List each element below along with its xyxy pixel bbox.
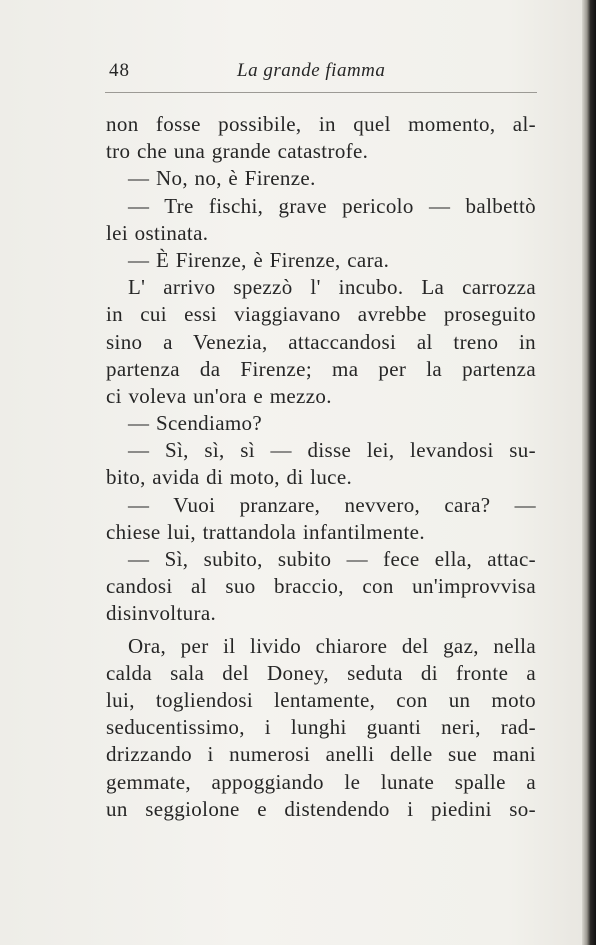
running-title: La grande fiamma [237,60,386,81]
text-line: disinvoltura. [106,601,217,626]
text-line: — No, no, è Firenze. [128,166,316,191]
text-line: — Sì, sì, sì — disse lei, levandosi su- [128,438,536,463]
text-line: Ora, per il livido chiarore del gaz, nella [128,633,536,658]
text-line: tro che una grande catastrofe. [106,139,369,164]
text-line: bito, avida di moto, di luce. [106,465,353,490]
text-line: drizzando i numerosi anelli delle sue mani [106,742,536,767]
header-rule [105,92,537,93]
text-line: partenza da Firenze; ma per la partenza [106,356,536,381]
text-line: chiese lui, trattandola infantilmente. [106,519,425,544]
text-line: ci voleva un'ora e mezzo. [106,383,332,408]
text-line: gemmate, appoggiando le lunate spalle a [106,769,536,794]
book-spine-shadow [582,0,596,945]
text-line: calda sala del Doney, seduta di fronte a [106,660,536,685]
text-line: in cui essi viaggiavano avrebbe proseguito [106,302,536,327]
text-line: candosi al suo braccio, con un'improvvisa [106,574,536,599]
text-line: un seggiolone e distendendo i piedini so- [106,796,536,821]
text-line: — È Firenze, è Firenze, cara. [128,247,390,272]
text-line: lei ostinata. [106,220,209,245]
text-line: — Sì, subito, subito — fece ella, attac- [128,547,536,571]
text-line: sino a Venezia, attaccandosi al treno in [106,329,536,354]
text-line: — Vuoi pranzare, nevvero, cara? — [128,492,536,517]
text-line: seducentissimo, i lunghi guanti neri, rad- [106,715,536,740]
text-line: lui, togliendosi lentamente, con un moto [106,687,536,712]
text-line: — Scendiamo? [128,411,263,436]
text-line: L' arrivo spezzò l' incubo. La carrozza [128,275,536,300]
text-line: — Tre fischi, grave pericolo — balbettò [128,193,536,218]
page-header [105,58,537,90]
text-line: non fosse possibile, in quel momento, al- [106,112,536,136]
page-number: 48 [109,60,130,81]
body-text [106,111,536,823]
